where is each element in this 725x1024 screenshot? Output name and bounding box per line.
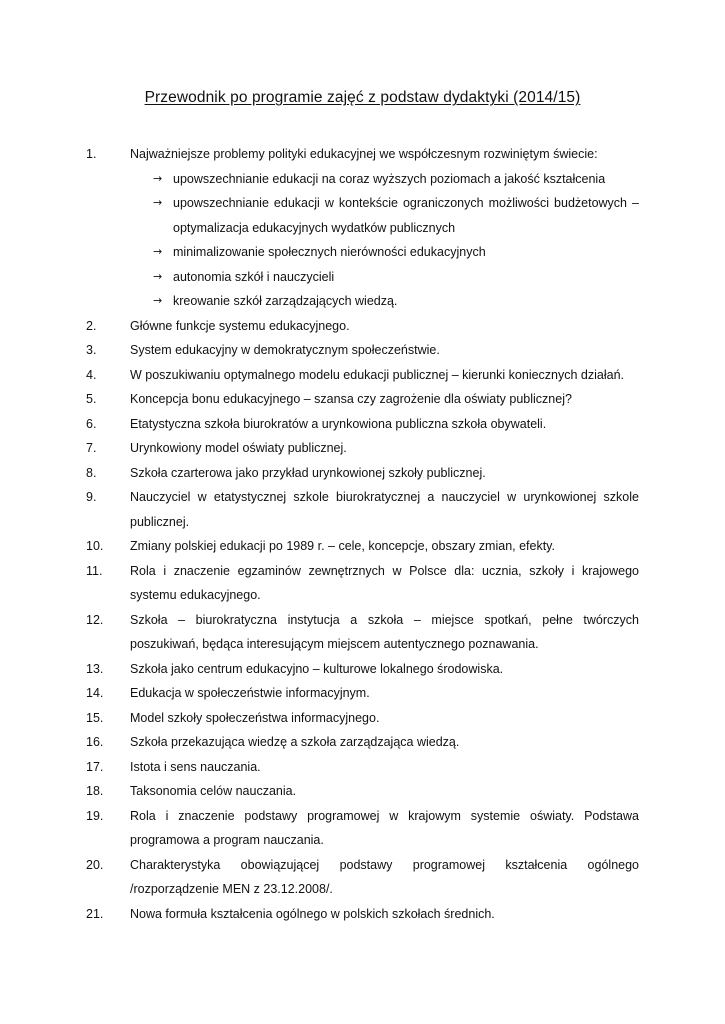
list-item: [0, 804, 725, 853]
item-text: Rola i znaczenie egzaminów zewnętrznych w Polsce dla: ucznia, szkoły i krajowego systemu edukacyjnego.: [130, 563, 639, 602]
item-number: 16.: [86, 735, 104, 749]
item-text: Najważniejsze problemy polityki edukacyjnej we współczesnym rozwiniętym świecie:: [130, 147, 598, 161]
list-item: [0, 608, 725, 657]
item-text: System edukacyjny w demokratycznym społeczeństwie.: [130, 343, 440, 357]
item-number: 14.: [86, 686, 104, 700]
item-number: 1.: [86, 147, 97, 161]
item-text: Szkoła jako centrum edukacyjno – kulturowe lokalnego środowiska.: [130, 661, 504, 676]
arrow-icon: →: [153, 245, 163, 258]
item-number: 8.: [86, 465, 97, 480]
item-number: 20.: [86, 857, 104, 872]
item-number: 4.: [86, 367, 97, 382]
list-item: [0, 461, 725, 486]
item-text: Szkoła – biurokratyczna instytucja a szkoła – miejsce spotkań, pełne twórczych poszukiwań, będąca interesującym miejscem autentycznego poznawania.: [130, 612, 639, 651]
sub-item-text: autonomia szkół i nauczycieli: [173, 269, 335, 284]
item-number: 15.: [86, 710, 104, 725]
list-item: [0, 657, 725, 682]
arrow-icon: →: [153, 294, 163, 307]
item-number: 18.: [86, 784, 104, 798]
item-text: W poszukiwaniu optymalnego modelu edukacji publicznej – kierunki koniecznych działań.: [130, 367, 625, 382]
item-text: Taksonomia celów nauczania.: [130, 784, 297, 798]
item-number: 5.: [86, 392, 97, 406]
arrow-icon: →: [153, 171, 163, 185]
item-number: 11.: [86, 563, 103, 578]
list-item: [0, 902, 725, 927]
sub-list-item: [0, 167, 725, 192]
list-item: [0, 853, 725, 902]
item-text: Rola i znaczenie podstawy programowej w krajowym systemie oświaty. Podstawa programowa a program nauczania.: [130, 808, 639, 847]
list-item: [0, 314, 725, 339]
list-item: [0, 730, 725, 755]
item-text: Główne funkcje systemu edukacyjnego.: [130, 318, 350, 333]
item-text: Etatystyczna szkoła biurokratów a urynkowiona publiczna szkoła obywateli.: [130, 416, 547, 431]
list-item: [0, 485, 725, 534]
item-text: Szkoła czarterowa jako przykład urynkowionej szkoły publicznej.: [130, 465, 486, 480]
list-item: [0, 534, 725, 559]
item-number: 10.: [86, 539, 104, 553]
list-item: [0, 706, 725, 731]
sub-list-item: [0, 265, 725, 290]
item-text: Nowa formuła kształcenia ogólnego w polskich szkołach średnich.: [130, 906, 495, 921]
item-text: Nauczyciel w etatystycznej szkole biurokratycznej a nauczyciel w urynkowionej szkole publicznej.: [130, 490, 639, 529]
item-number: 13.: [86, 661, 104, 676]
list-item: [0, 681, 725, 706]
list-item: [0, 779, 725, 804]
sub-item-text: upowszechnianie edukacji w kontekście ograniczonych możliwości budżetowych – optymalizacja edukacyjnych wydatków publicznych: [173, 196, 639, 235]
item-text: Charakterystyka obowiązującej podstawy programowej kształcenia ogólnego /rozporządzenie MEN z 23.12.2008/.: [130, 857, 639, 896]
item-text: Zmiany polskiej edukacji po 1989 r. – cele, koncepcje, obszary zmian, efekty.: [130, 539, 555, 553]
topic-list: [0, 142, 725, 926]
item-number: 19.: [86, 808, 104, 823]
item-text: Model szkoły społeczeństwa informacyjnego.: [130, 710, 380, 725]
item-text: Edukacja w społeczeństwie informacyjnym.: [130, 686, 370, 700]
item-number: 7.: [86, 441, 97, 455]
item-number: 21.: [86, 906, 104, 921]
list-item: [0, 338, 725, 363]
list-item: [0, 559, 725, 608]
item-text: Szkoła przekazująca wiedzę a szkoła zarządzająca wiedzą.: [130, 735, 460, 749]
sub-list-item: [0, 289, 725, 314]
sub-item-text: kreowanie szkół zarządzających wiedzą.: [173, 294, 398, 308]
document-title: Przewodnik po programie zajęć z podstaw dydaktyki (2014/15): [144, 89, 581, 106]
list-item: [0, 436, 725, 461]
item-text: Urynkowiony model oświaty publicznej.: [130, 441, 347, 455]
list-item: [0, 363, 725, 388]
sub-item-text: minimalizowanie społecznych nierówności edukacyjnych: [173, 245, 486, 259]
item-number: 12.: [86, 612, 104, 627]
sub-item-text: upowszechnianie edukacji na coraz wyższych poziomach a jakość kształcenia: [173, 171, 606, 186]
list-item: [0, 387, 725, 412]
item-number: 2.: [86, 318, 97, 333]
sub-list-item: [0, 240, 725, 265]
arrow-icon: →: [153, 196, 163, 209]
item-number: 6.: [86, 416, 97, 431]
list-item: [0, 142, 725, 167]
arrow-icon: →: [153, 269, 163, 283]
item-text: Koncepcja bonu edukacyjnego – szansa czy zagrożenie dla oświaty publicznej?: [130, 392, 572, 406]
sub-list-item: [0, 191, 725, 240]
item-text: Istota i sens nauczania.: [130, 759, 261, 774]
item-number: 9.: [86, 490, 97, 504]
item-number: 17.: [86, 759, 104, 774]
item-number: 3.: [86, 343, 97, 357]
list-item: [0, 755, 725, 780]
list-item: [0, 412, 725, 437]
